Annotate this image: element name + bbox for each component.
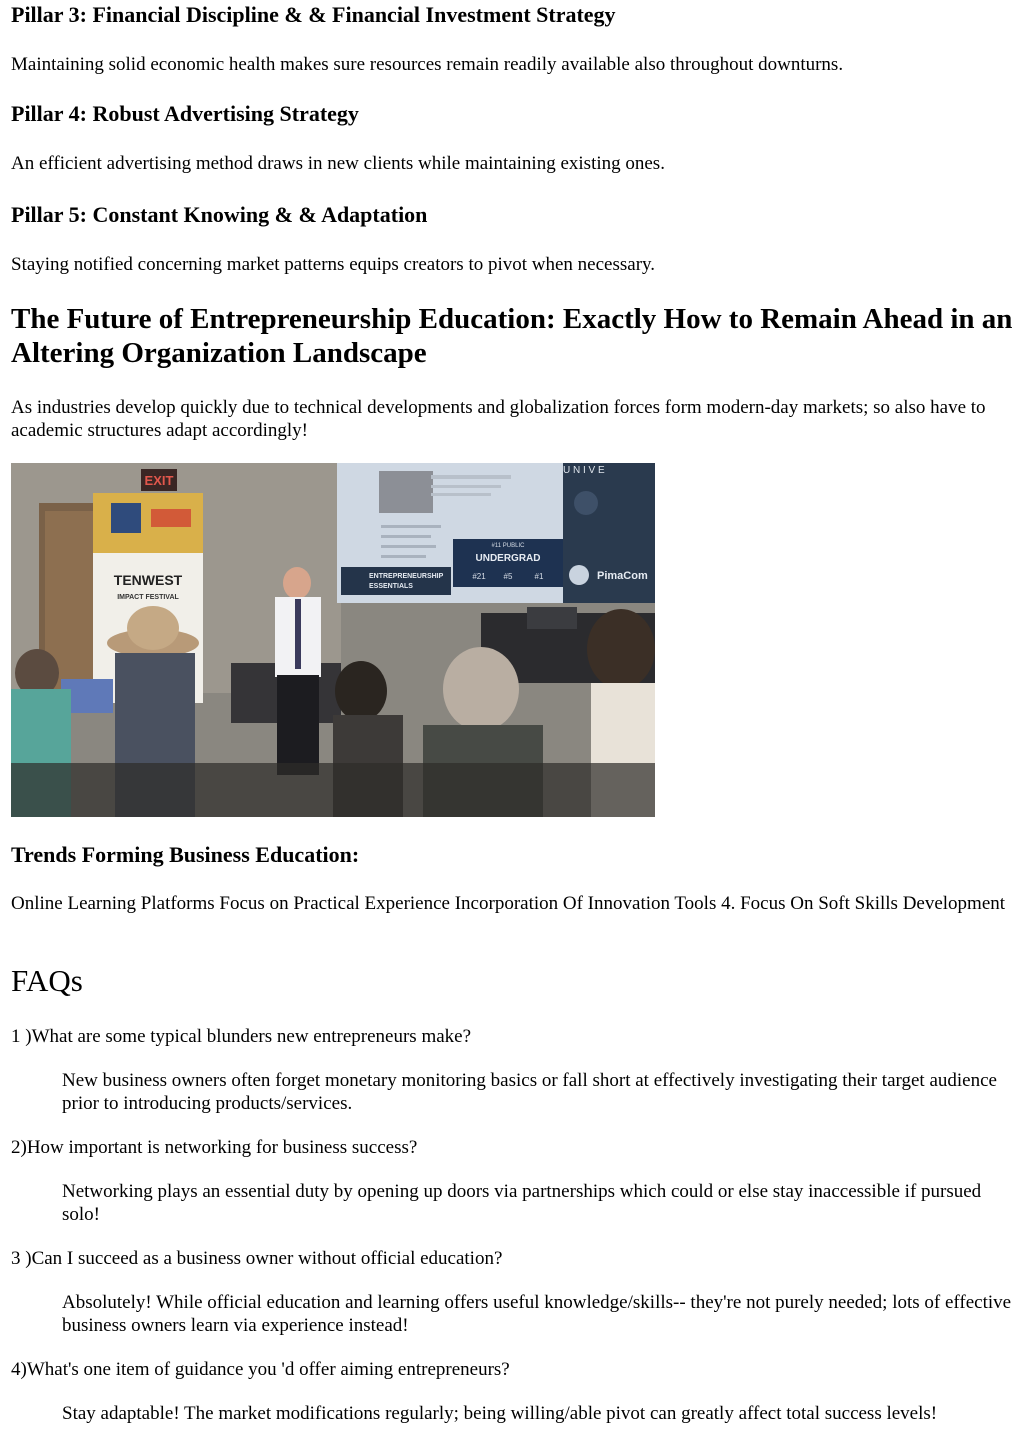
screen-stat-1: #21	[472, 572, 486, 581]
faq-question-1: 1 )What are some typical blunders new entrepreneurs make?	[11, 1026, 472, 1047]
screen-course-line2: ESSENTIALS	[369, 583, 413, 590]
screen-badge-main: UNDERGRAD	[475, 553, 541, 564]
pillar-5-heading: Pillar 5: Constant Knowing & & Adaptation	[11, 202, 428, 227]
pillar-4-heading: Pillar 4: Robust Advertising Strategy	[11, 101, 359, 126]
faq-answer-2: Networking plays an essential duty by opening up doors via partnerships which could or else stay inaccessible if pursued solo!	[62, 1181, 982, 1225]
conference-photo	[11, 463, 655, 817]
faq-question-2: 2)How important is networking for business success?	[11, 1137, 418, 1158]
future-heading: The Future of Entrepreneurship Education: Exactly How to Remain Ahead in an Altering Organization Landscape	[11, 303, 1013, 369]
pillar-5-text: Staying notified concerning market patterns equips creators to pivot when necessary.	[11, 254, 656, 275]
pillar-3-text: Maintaining solid economic health makes sure resources remain readily available also throughout downturns.	[11, 54, 844, 75]
trends-heading: Trends Forming Business Education:	[11, 842, 360, 867]
future-intro: As industries develop quickly due to technical developments and globalization forces form modern-day markets; so also have to academic structures adapt accordingly!	[11, 397, 986, 441]
banner-title: TENWEST	[113, 572, 183, 588]
faq-question-3: 3 )Can I succeed as a business owner without official education?	[11, 1248, 503, 1269]
trends-text: Online Learning Platforms Focus on Practical Experience Incorporation Of Innovation Tools 4. Focus On Soft Skills Development	[11, 893, 1006, 914]
screen-pima: PimaCom	[597, 570, 648, 582]
screen-stat-2: #5	[503, 572, 513, 581]
screen-stat-3: #1	[534, 572, 544, 581]
faq-question-4: 4)What's one item of guidance you 'd offer aiming entrepreneurs?	[11, 1359, 510, 1380]
pillar-3-heading: Pillar 3: Financial Discipline & & Financial Investment Strategy	[11, 2, 616, 27]
pillar-4-text: An efficient advertising method draws in new clients while maintaining existing ones.	[11, 153, 665, 174]
screen-course-line1: ENTREPRENEURSHIP	[369, 573, 444, 580]
banner-subtitle: IMPACT FESTIVAL	[117, 594, 179, 601]
screen-univ: U N I V E	[563, 465, 605, 476]
faq-answer-1: New business owners often forget monetary monitoring basics or fall short at effectively investigating their target audience prior to introducing products/services.	[62, 1070, 997, 1114]
screen-badge-top: #11 PUBLIC	[491, 543, 525, 549]
conference-photo-graphic	[11, 463, 655, 817]
exit-sign: EXIT	[144, 473, 174, 488]
faqs-heading: FAQs	[11, 963, 83, 998]
faq-answer-4: Stay adaptable! The market modifications regularly; being willing/able pivot can greatly affect total success levels!	[62, 1403, 938, 1424]
faq-answer-3: Absolutely! While official education and learning offers useful knowledge/skills-- they're not purely needed; lots of effective business owners learn via experience instead!	[62, 1292, 1012, 1336]
